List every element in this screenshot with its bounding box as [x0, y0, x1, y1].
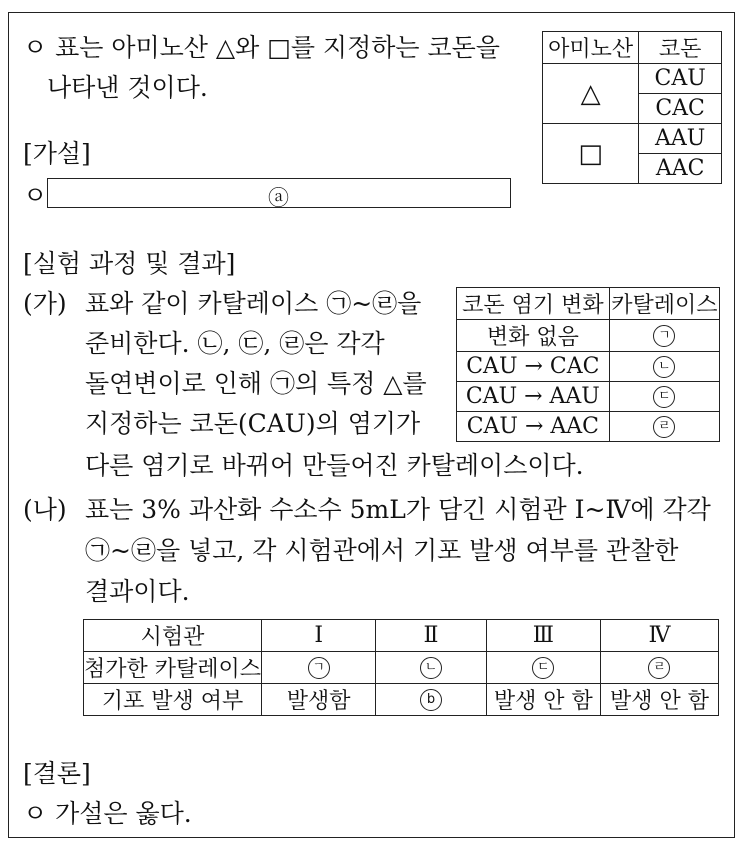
step-ga-line-4: 지정하는 코돈(CAU)의 염기가: [85, 409, 421, 438]
codon-change-table: [456, 287, 720, 442]
tube-label: Ⅲ: [486, 620, 600, 652]
hypothesis-mark-a: ⓐ: [268, 186, 289, 210]
experiment-heading: [실험 과정 및 결과]: [23, 249, 236, 278]
tube-label: Ⅰ: [262, 620, 376, 652]
codon-cell: AAU: [639, 124, 722, 154]
conclusion-text: ㅇ 가설은 옳다.: [23, 799, 192, 828]
step-ga-line-3: 돌연변이로 인해 ㉠의 특정 △를: [85, 369, 427, 398]
result-header-bubble: 기포 발생 여부: [84, 684, 262, 716]
step-na-label: (나): [23, 495, 67, 524]
step-na-line-2: ㉠~㉣을 넣고, 각 시험관에서 기포 발생 여부를 관찰한: [85, 536, 679, 565]
enzyme-label: ㄴ: [420, 657, 442, 679]
enzyme-label: ㄱ: [308, 657, 330, 679]
step-ga-line-5: 다른 염기로 바뀌어 만들어진 카탈레이스이다.: [85, 451, 584, 480]
change-cell: 변화 없음: [457, 320, 610, 352]
change-cell: CAU → AAU: [457, 382, 610, 412]
hypothesis-bullet: ㅇ: [23, 181, 48, 210]
step-ga-line-2: 준비한다. ㉡, ㉢, ㉣은 각각: [85, 329, 385, 358]
step-ga-label: (가): [23, 289, 67, 318]
enzyme-label: ㄷ: [532, 657, 554, 679]
codon-table-header-amino: 아미노산: [543, 32, 639, 64]
codon-cell: CAC: [639, 94, 722, 124]
step-na-line-1: 표는 3% 과산화 수소수 5mL가 담긴 시험관 Ⅰ~Ⅳ에 각각: [85, 495, 711, 524]
codon-table-header-codon: 코돈: [639, 32, 722, 64]
intro-line-1: ㅇ 표는 아미노산 △와 □를 지정하는 코돈을: [23, 33, 500, 62]
enzyme-label: ㄴ: [653, 356, 675, 378]
amino-triangle: △: [543, 64, 639, 124]
problem-box: [8, 12, 735, 838]
conclusion-heading: [결론]: [23, 759, 91, 788]
enzyme-label: ㄱ: [653, 325, 675, 347]
tube-label: Ⅱ: [376, 620, 486, 652]
enzyme-label: ㄷ: [653, 386, 675, 408]
hypothesis-box: [47, 178, 511, 208]
result-table: [83, 619, 719, 716]
codon-cell: CAU: [639, 64, 722, 94]
bubble-result: 발생 안 함: [486, 684, 600, 716]
amino-square: □: [543, 124, 639, 184]
enzyme-label: ㄹ: [653, 416, 675, 438]
bubble-result: 발생함: [262, 684, 376, 716]
step-ga-line-1: 표와 같이 카탈레이스 ㉠~㉣을: [85, 289, 422, 318]
result-header-tube: 시험관: [84, 620, 262, 652]
enzyme-label: ㄹ: [648, 657, 670, 679]
change-table-header-enzyme: 카탈레이스: [609, 288, 719, 320]
tube-label: Ⅳ: [600, 620, 718, 652]
codon-cell: AAC: [639, 154, 722, 184]
change-cell: CAU → AAC: [457, 412, 610, 442]
bubble-result-mark-b: b: [420, 689, 442, 711]
bubble-result: 발생 안 함: [600, 684, 718, 716]
change-table-header-change: 코돈 염기 변화: [457, 288, 610, 320]
hypothesis-heading: [가설]: [23, 139, 91, 168]
change-cell: CAU → CAC: [457, 352, 610, 382]
codon-table: [542, 31, 722, 184]
intro-line-2: 나타낸 것이다.: [47, 73, 208, 102]
result-header-enzyme: 첨가한 카탈레이스: [84, 652, 262, 684]
step-na-line-3: 결과이다.: [85, 577, 190, 606]
